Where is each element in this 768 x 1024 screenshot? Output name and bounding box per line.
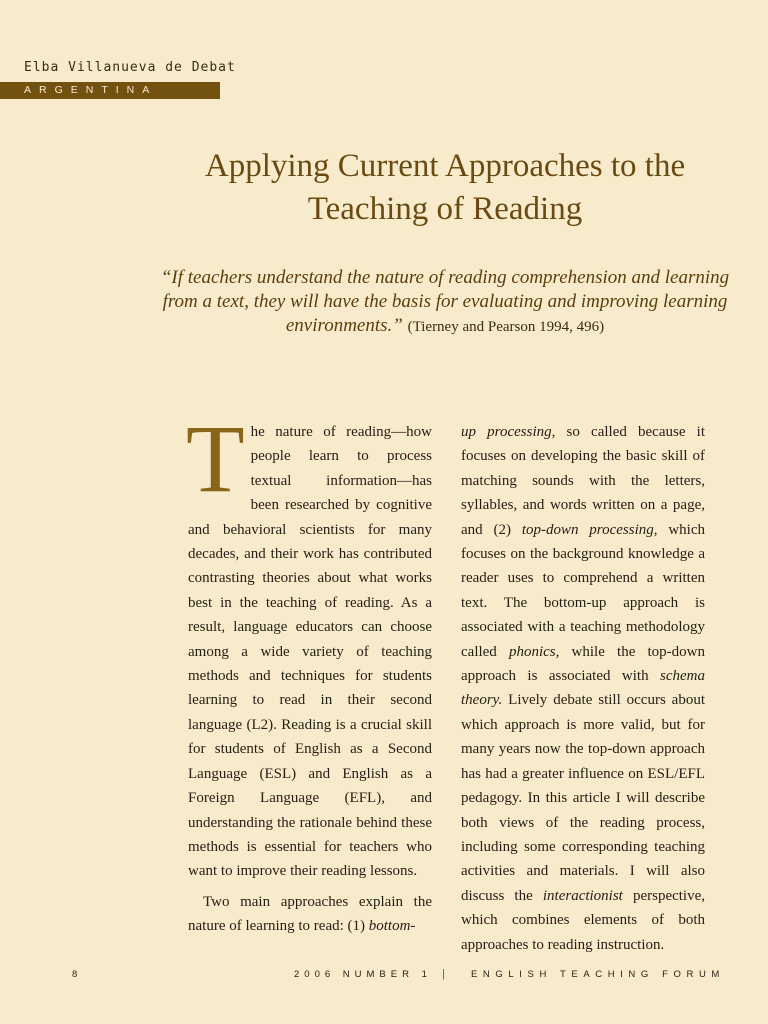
country-label: ARGENTINA bbox=[24, 84, 158, 96]
author-name: Elba Villanueva de Debat bbox=[24, 60, 236, 75]
term-schema-theory: schema theory. bbox=[461, 668, 706, 709]
col2-text-1: so called because it focuses on developing the basic skill of matching sounds with the letters, syllables, and words written on a page, and (2) bbox=[461, 424, 705, 538]
journal-name: ENGLISH TEACHING FORUM bbox=[471, 969, 725, 980]
drop-cap: T bbox=[186, 405, 245, 512]
term-bottom-up: up processing, bbox=[461, 424, 556, 440]
col2-text-5: perspective, which combines elements of both approaches to reading instruction. bbox=[461, 887, 706, 953]
col2-text-4: Lively debate still occurs about which approach is more valid, but for many years now the top-down approach has had a greater influence on ESL/EFL pedagogy. In this article I will describe both views of the reading process, including some corresponding teaching activities and materials. I will also discuss the bbox=[461, 692, 706, 904]
footer-separator: | bbox=[442, 968, 445, 980]
body-column-1 bbox=[186, 405, 432, 939]
paragraph-2-emphasis: bottom- bbox=[368, 918, 416, 935]
quote-citation: (Tierney and Pearson 1994, 496) bbox=[407, 319, 605, 335]
paragraph-1 bbox=[186, 405, 432, 884]
epigraph-quote bbox=[160, 266, 730, 339]
col2-text-3: while the top-down approach is associated with bbox=[461, 643, 705, 685]
body-column-2 bbox=[461, 420, 705, 957]
term-phonics: phonics, bbox=[508, 643, 560, 660]
quote-text: “If teachers understand the nature of reading comprehension and learning from a text, they will have the basis for evaluating and improving learning environments.” bbox=[160, 267, 730, 336]
term-top-down: top-down processing, bbox=[521, 521, 658, 538]
term-interactionist: interactionist bbox=[542, 887, 623, 904]
paragraph-2-continued bbox=[461, 420, 705, 957]
paragraph-1-text: he nature of reading—how people learn to process textual information—has been researched by cognitive and behavioral scientists for many decades, and their work has contributed contrasting theories about what works best in the teaching of reading. As a result, language educators can choose among a wide variety of teaching methods and techniques for students learning to read in their second language (L2). Reading is a crucial skill for students of English as a Second Language (ESL) and English as a Foreign Language (EFL), and understanding the rationale behind these methods is essential for teachers who want to improve their reading lessons. bbox=[188, 424, 432, 880]
issue-info: 2006 NUMBER 1 bbox=[294, 969, 432, 980]
page-number: 8 bbox=[72, 969, 78, 980]
paragraph-2-text: Two main approaches explain the nature of learning to read: (1) bbox=[188, 893, 432, 935]
country-banner bbox=[0, 82, 220, 99]
page-footer bbox=[0, 969, 768, 983]
article-title: Applying Current Approaches to the Teaching of Reading bbox=[204, 148, 686, 227]
col2-text-2: which focuses on the background knowledge a reader uses to comprehend a written text. The bottom-up approach is associated with a teaching methodology called bbox=[461, 521, 705, 660]
paragraph-2 bbox=[188, 890, 432, 939]
